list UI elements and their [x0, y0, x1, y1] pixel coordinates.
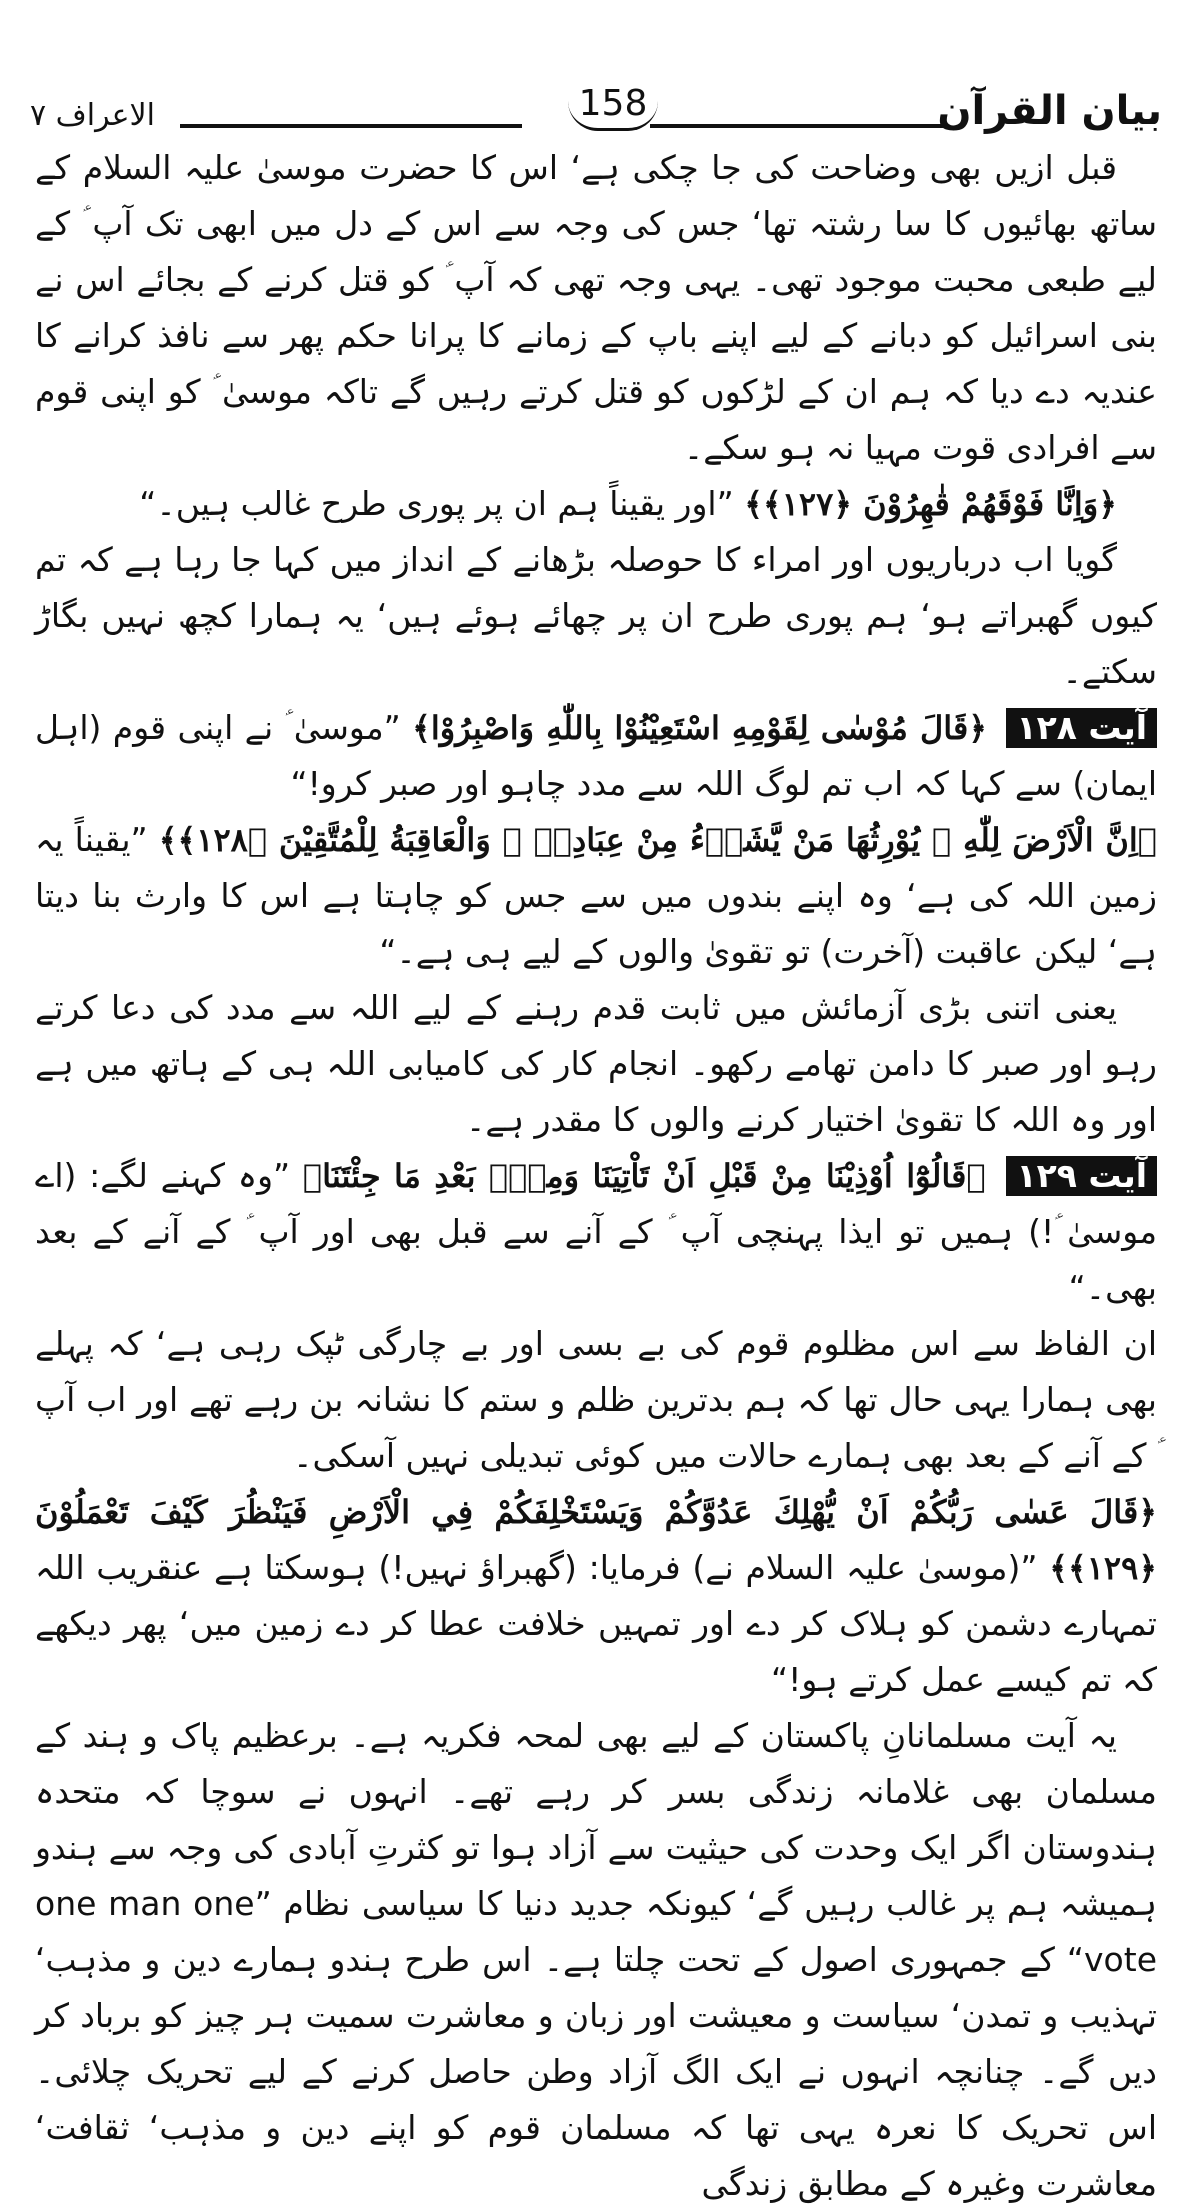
paragraph-text: یہ آیت مسلمانانِ پاکستان کے لیے بھی لمحہ فکریہ ہے۔ برعظیم پاک و ہند کے مسلمان بھی غلامانہ زندگی بسر کر رہے تھے۔ انہوں نے سوچا کہ متحدہ ہندوستان اگر ایک وحدت کی حیثیت سے آزاد ہوا تو کثرتِ آبادی کی وجہ سے ہندو ہمیشہ ہم پر غالب رہیں گے‘ کیونکہ جدید دنیا کا سیاسی نظام ”one man one vote“ کے جمہوری اصول کے تحت چلتا ہے۔ اس طرح ہندو ہمارے دین و مذہب‘ تہذیب و تمدن‘ سیاست و معیشت اور زبان و معاشرت سمیت ہر چیز کو برباد کر دیں گے۔ چنانچہ انہوں نے ایک الگ آزاد وطن حاصل کرنے کے لیے تحریک چلائی۔ اس تحریک کا نعرہ یہی تھا کہ مسلمان قوم کو اپنے دین و مذہب‘ ثقافت‘ معاشرت وغیرہ کے مطابق زندگی: [35, 1716, 1158, 2203]
header-rule-right: [650, 124, 947, 128]
header-rule-left: [180, 124, 522, 128]
paragraph-text: ان الفاظ سے اس مظلوم قوم کی بے بسی اور بے چارگی ٹپک رہی ہے‘ کہ پہلے بھی ہمارا یہی حال تھا کہ ہم بدترین ظلم و ستم کا نشانہ بن رہے تھے اور اب آپ ؑ کے آنے کے بعد بھی ہمارے حالات میں کوئی تبدیلی نہیں آسکی۔: [35, 1324, 1157, 1475]
paragraph: [35, 140, 1157, 476]
paragraph: [35, 1708, 1157, 2212]
ayah-paragraph: [35, 1148, 1157, 1316]
ayah-text: ﴿اِنَّ الْاَرْضَ لِلّٰهِ ۙ يُوْرِثُهَا مَنْ يَّشَاۗءُ مِنْ عِبَادِهٖ ۭ وَالْعَاقِبَةُ لِلْمُتَّقِيْنَ ﴿١٢٨﴾﴾: [158, 821, 1157, 859]
paragraph: [35, 980, 1157, 1148]
ayah-text: ﴿وَاِنَّا فَوْقَهُمْ قٰهِرُوْنَ ﴿١٢٧﴾﴾: [744, 485, 1117, 523]
paragraph-text: یعنی اتنی بڑی آزمائش میں ثابت قدم رہنے کے لیے اللہ سے مدد کی دعا کرتے رہو اور صبر کا دامن تھامے رکھو۔ انجام کار کی کامیابی اللہ ہی کے ہاتھ میں ہے اور وہ اللہ کا تقویٰ اختیار کرنے والوں کا مقدر ہے۔: [35, 988, 1157, 1139]
translation-text: ”(موسیٰ علیہ السلام نے) فرمایا: (گھبراؤ نہیں!) ہوسکتا ہے عنقریب اللہ تمہارے دشمن کو ہلاک کر دے اور تمہیں خلافت عطا کر دے زمین میں‘ پھر دیکھے کہ تم کیسے عمل کرتے ہو!“: [35, 1548, 1157, 1699]
paragraph: [35, 532, 1157, 700]
ayah-paragraph: [35, 812, 1157, 980]
ayah-paragraph: [35, 700, 1157, 812]
ayah-text: ﴿قَالَ مُوْسٰى لِقَوْمِهِ اسْتَعِيْنُوْا بِاللّٰهِ وَاصْبِرُوْا﴾: [412, 709, 988, 747]
ayah-text: ﴿قَالَ عَسٰى رَبُّكُمْ اَنْ يُّهْلِكَ عَدُوَّكُمْ وَيَسْتَخْلِفَكُمْ فِي الْاَرْضِ فَيَنْظُرَ كَيْفَ تَعْمَلُوْنَ ﴿١٢٩﴾﴾: [35, 1493, 1157, 1587]
book-title: بیان القرآن: [937, 88, 1162, 134]
ayah-text: ﴿قَالُوْٓا اُوْذِيْنَا مِنْ قَبْلِ اَنْ تَاْتِيَنَا وَمِنْۢ بَعْدِ مَا جِئْتَنَا﴾: [302, 1157, 986, 1195]
page-number: 158: [568, 82, 658, 131]
translation-text: ”وہ کہنے لگے: (اے موسیٰ ؑ!) ہمیں تو ایذا پہنچی آپ ؑ کے آنے سے قبل بھی اور آپ ؑ کے آنے کے بعد بھی۔“: [35, 1156, 1157, 1307]
surah-name: الاعراف ۷: [30, 98, 155, 133]
ayah-number-tag: آیت ۱۲۸: [1006, 708, 1157, 748]
translation-text: ”اور یقیناً ہم ان پر پوری طرح غالب ہیں۔“: [139, 484, 734, 523]
ayah-paragraph: [35, 476, 1157, 532]
ayah-number-tag: آیت ۱۲۹: [1006, 1156, 1157, 1196]
page-body: [35, 140, 1158, 2203]
page-header: [30, 83, 1162, 138]
translation-text: ”یقیناً یہ زمین اللہ کی ہے‘ وہ اپنے بندوں میں سے جس کو چاہتا ہے اس کا وارث بنا دیتا ہے‘ لیکن عاقبت (آخرت) تو تقویٰ والوں کے لیے ہی ہے۔“: [35, 820, 1157, 971]
ayah-paragraph: [35, 1484, 1157, 1708]
translation-text: ”موسیٰ ؑ نے اپنی قوم (اہل ایمان) سے کہا کہ اب تم لوگ اللہ سے مدد چاہو اور صبر کرو!“: [35, 708, 1157, 803]
paragraph-text: گویا اب درباریوں اور امراء کا حوصلہ بڑھانے کے انداز میں کہا جا رہا ہے کہ تم کیوں گھبراتے ہو‘ ہم پوری طرح ان پر چھائے ہوئے ہیں‘ یہ ہمارا کچھ نہیں بگاڑ سکتے۔: [35, 540, 1157, 691]
paragraph: [35, 1316, 1157, 1484]
paragraph-text: قبل ازیں بھی وضاحت کی جا چکی ہے‘ اس کا حضرت موسیٰ علیہ السلام کے ساتھ بھائیوں کا سا رشتہ تھا‘ جس کی وجہ سے اس کے دل میں ابھی تک آپ ؑ کے لیے طبعی محبت موجود تھی۔ یہی وجہ تھی کہ آپ ؑ کو قتل کرنے کے بجائے اس نے بنی اسرائیل کو دبانے کے لیے اپنے باپ کے زمانے کا پرانا حکم پھر سے نافذ کرانے کا عندیہ دے دیا کہ ہم ان کے لڑکوں کو قتل کرتے رہیں گے تاکہ موسیٰ ؑ کو اپنی قوم سے افرادی قوت مہیا نہ ہو سکے۔: [35, 148, 1157, 467]
